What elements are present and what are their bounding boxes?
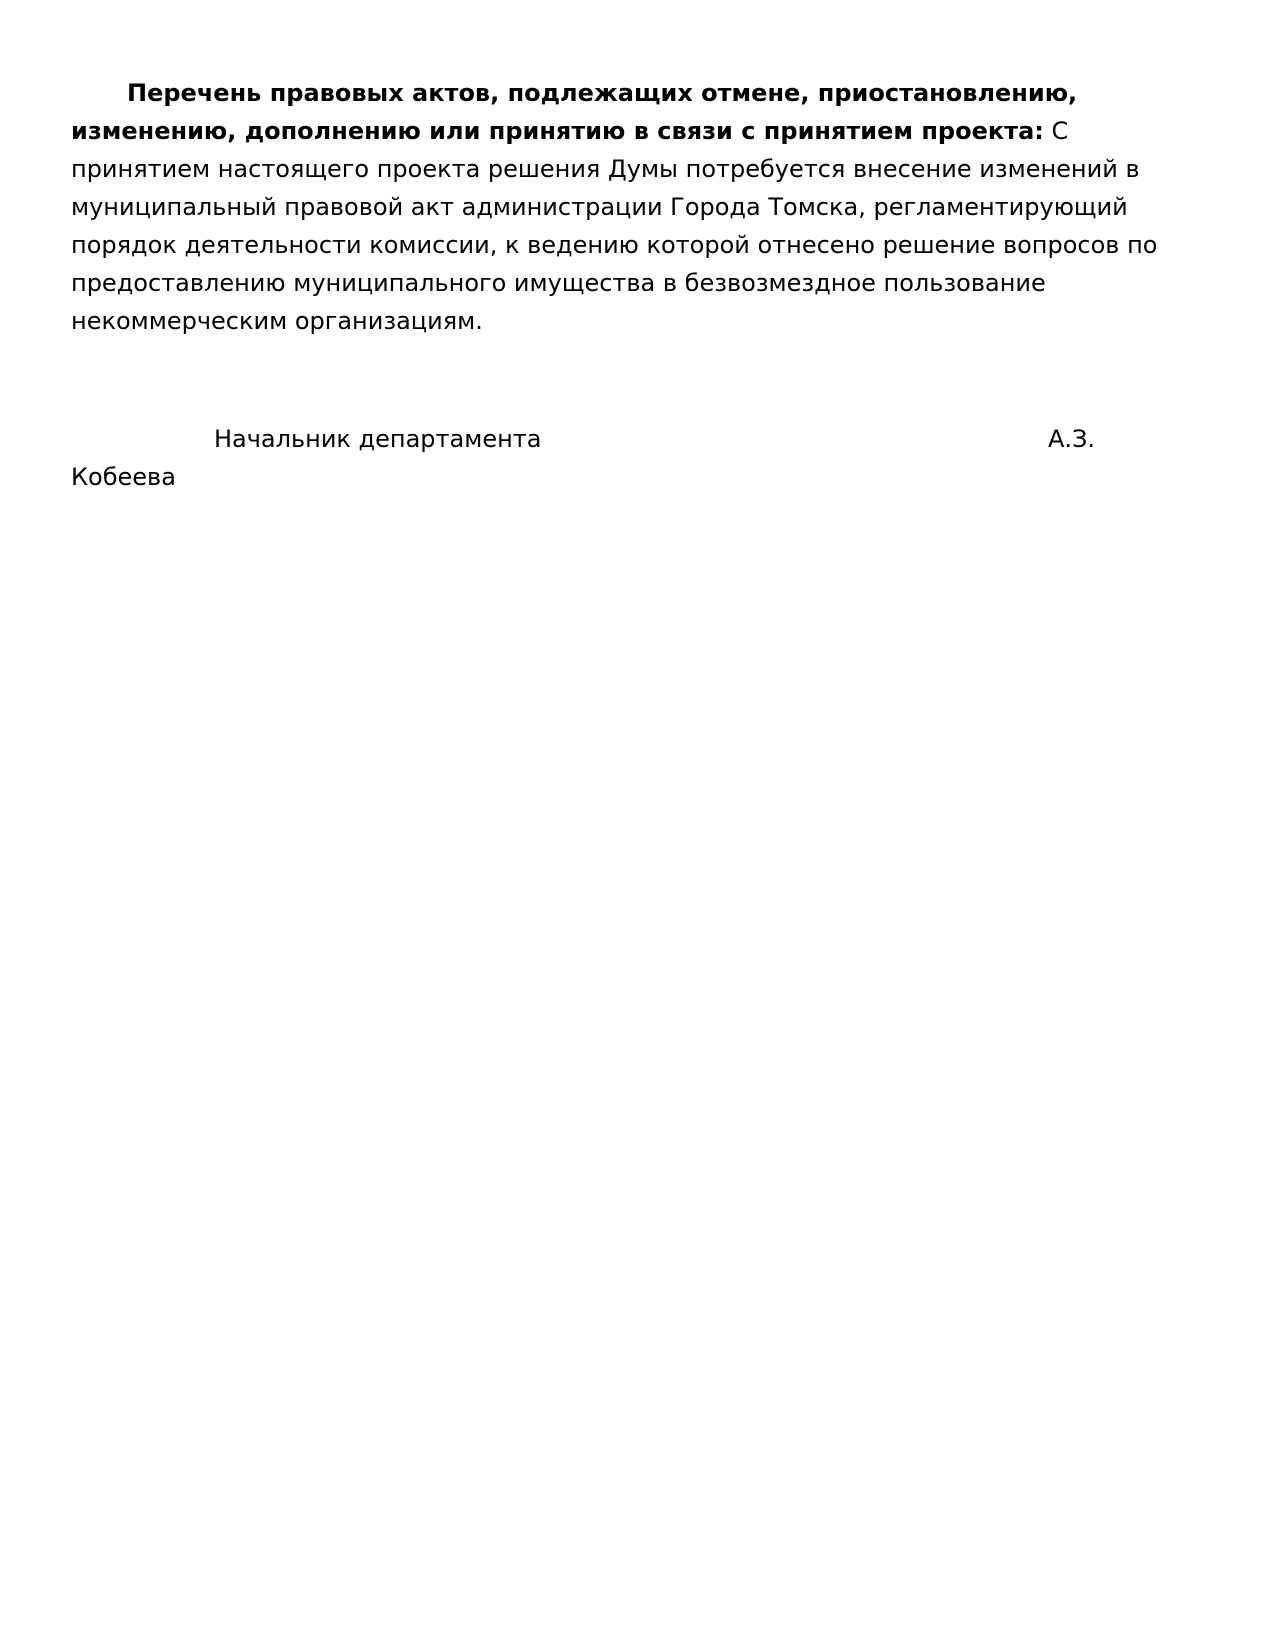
signer-position: Начальник департамента <box>214 425 542 453</box>
paragraph-body-text: С принятием настоящего проекта решения Думы потребуется внесение изменений в муниципальный правовой акт администрации Города Томска, регламентирующий порядок деятельности комиссии, к ведению которой отнесено решение вопросов по предоставлению муниципального имущества в безвозмездное пользование некоммерческим организациям. <box>71 117 1158 335</box>
signer-surname: Кобеева <box>71 463 176 491</box>
signer-initials: А.З. <box>1048 425 1096 453</box>
paragraph-lead-heading: Перечень правовых актов, подлежащих отмене, приостановлению, изменению, дополнению или принятию в связи с принятием проекта: <box>71 79 1078 145</box>
legal-acts-paragraph <box>71 74 1201 340</box>
